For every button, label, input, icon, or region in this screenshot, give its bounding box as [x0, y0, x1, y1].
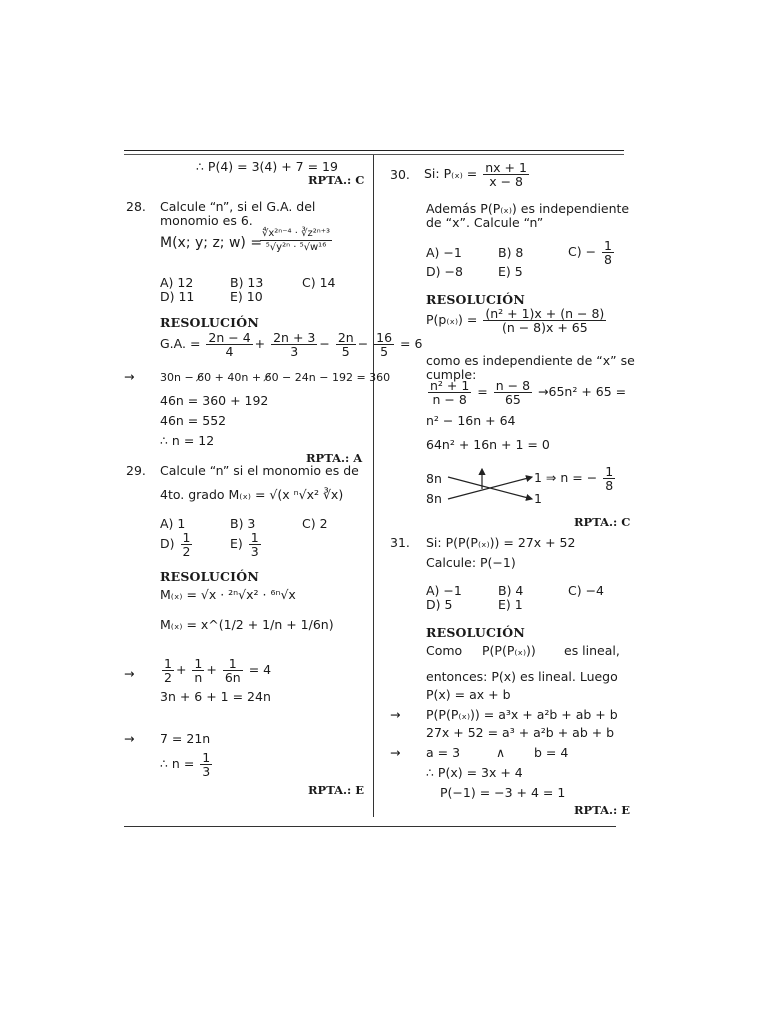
arrow-5: →: [390, 745, 401, 760]
eq-f1-num: 1: [164, 656, 172, 671]
q30-si: Si: P₍ₓ₎ =: [424, 166, 478, 181]
r31-p-minus-1: P(−1) = −3 + 4 = 1: [440, 785, 566, 800]
top-rule: [124, 150, 624, 151]
ratio-f1-num: n² + 1: [430, 378, 470, 393]
resolution-heading-28: RESOLUCIÓN: [160, 315, 259, 330]
bottom-rule: [124, 826, 616, 827]
r31-identity: 27x + 52 = a³ + a²b + ab + b: [426, 725, 615, 740]
q28-denominator: ⁵√y²ⁿ · ⁵√w¹⁶: [265, 242, 327, 253]
r31-entonces: entonces: P(x) es lineal. Luego: [426, 669, 618, 684]
q30-option-a: A) −1: [426, 245, 462, 260]
ppx-num: (n² + 1)x + (n − 8): [485, 306, 605, 321]
arrow-1: →: [124, 369, 135, 384]
ppx-expression: [426, 307, 608, 334]
q28-option-c: C) 14: [302, 275, 336, 290]
q31-option-b: B) 4: [498, 583, 524, 598]
quadratic-equation: 64n² + 16n + 1 = 0: [426, 437, 550, 452]
answer-c-30: RPTA.: C: [574, 515, 631, 529]
ga-f2-num: 2n + 3: [273, 330, 316, 345]
answer-a: RPTA.: A: [306, 451, 363, 465]
step-46n-b: 46n = 552: [160, 413, 227, 428]
q29-text-1: Calcule “n” si el monomio es de: [160, 463, 359, 478]
r31-lineal: es lineal,: [564, 643, 620, 658]
resolution-heading-31: RESOLUCIÓN: [426, 625, 525, 640]
ratio-after: →65n² + 65 =: [538, 384, 627, 399]
q28-text-1: Calcule “n”, si el G.A. del: [160, 199, 316, 214]
step-7-21n: 7 = 21n: [160, 731, 211, 746]
q29-option-e-label: E): [230, 536, 243, 551]
q31-option-d: D) 5: [426, 597, 453, 612]
q28-option-a: A) 12: [160, 275, 194, 290]
ga-prefix: G.A. =: [160, 336, 201, 351]
q28-expression-fraction: [258, 227, 334, 254]
q31-definition: Si: P(P(P₍ₓ₎)) = 27x + 52: [426, 535, 576, 550]
q28-expression-label: M(x; y; z; w) =: [160, 235, 263, 251]
ratio-f2-den: 65: [504, 392, 521, 407]
ratio-f1-den: n − 8: [432, 392, 467, 407]
q29-option-d-label: D): [160, 536, 175, 551]
eq-f3-den: 6n: [224, 670, 241, 685]
r31-a-value: a = 3: [426, 745, 461, 760]
q31-option-c: C) −4: [568, 583, 605, 598]
m-exponent-form: M₍ₓ₎ = x^(1/2 + 1/n + 1/6n): [160, 617, 334, 632]
p4-result: ∴ P(4) = 3(4) + 7 = 19: [196, 159, 338, 174]
cross-top-num: 1: [605, 464, 614, 479]
expanded-equation: 30n − 6̸0 + 40n + 6̸0 − 24n − 192 = 360: [160, 371, 391, 384]
ga-suffix: = 6: [400, 336, 423, 351]
eq-suffix: = 4: [248, 662, 272, 677]
q30-option-b: B) 8: [498, 245, 524, 260]
answer-c: RPTA.: C: [308, 173, 365, 187]
q29-option-a: A) 1: [160, 516, 186, 531]
q29-number: 29.: [126, 463, 146, 478]
q30-text-1: Además P(P₍ₓ₎) es independiente: [426, 201, 630, 216]
eq-f1-den: 2: [164, 670, 172, 685]
ga-f3-num: 2n: [337, 330, 354, 345]
q30-option-d: D) −8: [426, 264, 463, 279]
arrow-4: →: [390, 707, 401, 722]
q30-c-num: 1: [604, 238, 612, 253]
cross-multiplication-arrows: [444, 465, 538, 511]
r31-and: ∧: [496, 745, 506, 760]
q30-num: nx + 1: [485, 160, 527, 175]
r31-composition: P(P(P₍ₓ₎)) = a³x + a²b + ab + b: [426, 707, 618, 722]
n-equals: ∴ n =: [160, 756, 195, 771]
ratio-f2-num: n − 8: [495, 378, 531, 393]
r31-px-result: ∴ P(x) = 3x + 4: [426, 765, 523, 780]
q31-option-e: E) 1: [498, 597, 523, 612]
q30-c-den: 8: [604, 252, 612, 267]
q29-e-den: 3: [250, 544, 259, 559]
q28-option-b: B) 13: [230, 275, 264, 290]
step-46n-a: 46n = 360 + 192: [160, 393, 269, 408]
ga-f3-den: 5: [341, 344, 350, 359]
cross-top-den: 8: [605, 478, 614, 493]
q28-numerator: ∜x²ⁿ⁻⁴ · ∛z²ⁿ⁺³: [262, 228, 331, 239]
step-n-third: [160, 751, 214, 778]
independence-text-2: cumple:: [426, 367, 477, 382]
q29-option-e: [230, 531, 263, 558]
ratio-equation: [426, 379, 626, 406]
q28-text-2: monomio es 6.: [160, 213, 253, 228]
eq-f2-den: n: [194, 670, 203, 685]
step-3n: 3n + 6 + 1 = 24n: [160, 689, 271, 704]
q29-d-den: 2: [182, 544, 191, 559]
ga-f4-num: 16: [376, 330, 393, 345]
independence-text-1: como es independiente de “x” se: [426, 353, 635, 368]
q29-option-c: C) 2: [302, 516, 328, 531]
answer-e: RPTA.: E: [308, 783, 365, 797]
column-divider: [373, 155, 374, 817]
ppx-den: (n − 8)x + 65: [501, 320, 588, 335]
ratio-equals: =: [477, 384, 488, 399]
n-third-den: 3: [202, 764, 211, 779]
cross-result-bottom: 1: [534, 491, 542, 506]
q30-text-2: de “x”. Calcule “n”: [426, 215, 544, 230]
answer-e-31: RPTA.: E: [574, 803, 631, 817]
arrow-2: →: [124, 666, 135, 681]
q31-calculate: Calcule: P(−1): [426, 555, 516, 570]
ppx-label: P(p₍ₓ₎) =: [426, 312, 478, 327]
eq-f3-num: 1: [223, 657, 243, 671]
q30-den: x − 8: [489, 174, 523, 189]
q30-number: 30.: [390, 167, 410, 182]
top-rule-thin: [124, 154, 624, 155]
ga-equation: G.A. = $\frac{2n - 4}{4}$ + $\frac{2n + 3}{3}$ − $\frac{2n}{5}$ − $\frac{16}{5}$ = 6: [160, 330, 423, 359]
resolution-heading-30: RESOLUCIÓN: [426, 292, 525, 307]
r31-b-value: b = 4: [534, 745, 569, 760]
q28-option-d: D) 11: [160, 289, 195, 304]
q30-definition: [424, 161, 531, 188]
cross-8n-top: 8n: [426, 471, 442, 486]
q31-number: 31.: [390, 535, 410, 550]
q31-option-a: A) −1: [426, 583, 462, 598]
r31-como: Como: [426, 643, 463, 658]
cross-8n-bottom: 8n: [426, 491, 442, 506]
eq-f2-num: 1: [194, 656, 203, 671]
arrow-3: →: [124, 731, 135, 746]
q29-e-num: 1: [250, 530, 259, 545]
step-n-12: ∴ n = 12: [160, 433, 215, 448]
r31-px-form: P(x) = ax + b: [426, 687, 511, 702]
n-third-num: 1: [202, 750, 211, 765]
exponent-equation: $\frac{1}{2}$ + $\frac{1}{n}$ + $\frac{1}{6n}$ = 4: [164, 656, 272, 685]
resolution-heading-29: RESOLUCIÓN: [160, 569, 259, 584]
q29-option-b: B) 3: [230, 516, 256, 531]
ga-f4-den: 5: [380, 344, 389, 359]
cross-result-top: [534, 465, 617, 492]
q29-option-d: [160, 531, 194, 558]
ga-f1-den: 4: [225, 344, 234, 359]
q28-number: 28.: [126, 199, 146, 214]
q30-option-e: E) 5: [498, 264, 523, 279]
quadratic-rhs: n² − 16n + 64: [426, 413, 516, 428]
cross-top-label: 1 ⇒ n = −: [534, 470, 598, 485]
q28-option-e: E) 10: [230, 289, 263, 304]
q30-option-c-label: C) −: [568, 244, 597, 259]
r31-ppp: P(P(P₍ₓ₎)): [482, 643, 536, 658]
ga-f2-den: 3: [290, 344, 299, 359]
q29-d-num: 1: [182, 530, 191, 545]
q29-text-2: 4to. grado M₍ₓ₎ = √(x ⁿ√x² ∛x): [160, 487, 344, 502]
q30-option-c: [568, 239, 616, 266]
m-radical-form: M₍ₓ₎ = √x · ²ⁿ√x² · ⁶ⁿ√x: [160, 587, 296, 602]
ga-f1-num: 2n − 4: [208, 330, 251, 345]
